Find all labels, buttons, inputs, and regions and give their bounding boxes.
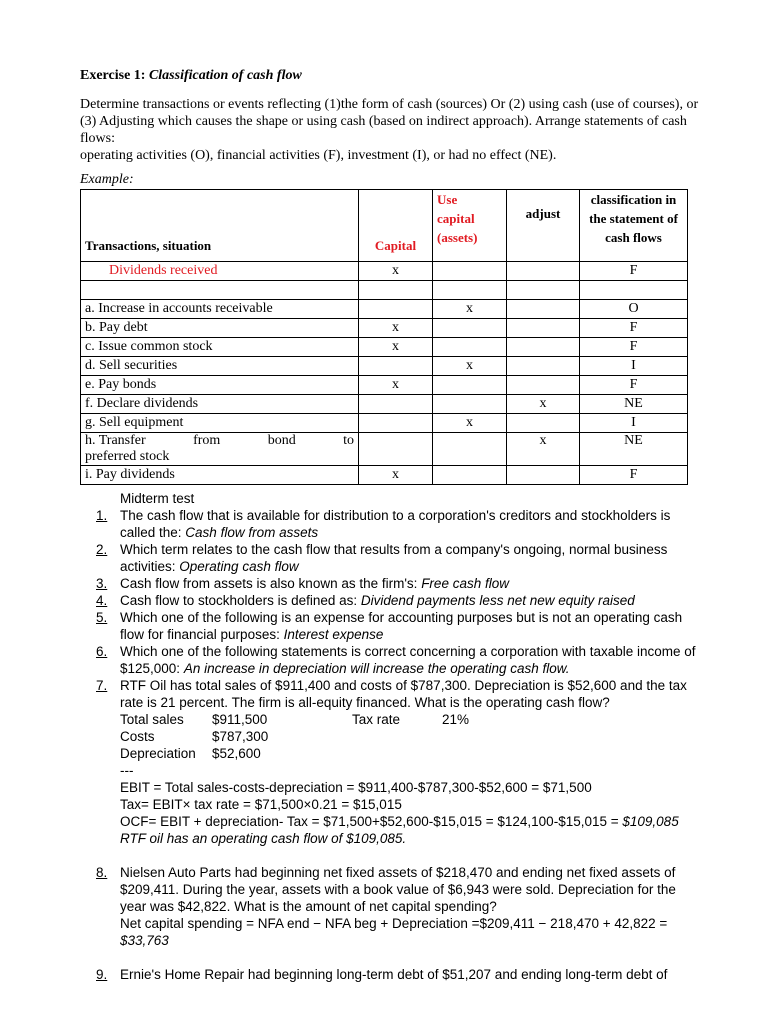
question-number: 6.	[96, 644, 108, 659]
table-row	[81, 433, 688, 466]
header-class-line: the statement of	[589, 211, 678, 226]
question-text: Cash flow to stockholders is defined as:	[120, 593, 361, 608]
cell-capital	[359, 300, 433, 319]
row-label: g. Sell equipment	[81, 414, 359, 433]
cell-class: I	[580, 414, 688, 433]
row-label: d. Sell securities	[81, 357, 359, 376]
cell-adjust	[507, 414, 580, 433]
question-item	[96, 541, 704, 575]
table-row	[81, 376, 688, 395]
question-number: 7.	[96, 678, 108, 693]
cell-adjust	[507, 300, 580, 319]
q8-result: $33,763	[120, 933, 169, 948]
row-label-line: h. Transfer from bond to	[85, 433, 354, 448]
header-class-line: classification in	[590, 192, 677, 207]
header-use-capital	[433, 190, 507, 262]
example-row-label: Dividends received	[81, 262, 359, 281]
cell-class: F	[580, 376, 688, 395]
cell-capital	[359, 433, 433, 466]
cell-adjust	[507, 338, 580, 357]
row-label	[81, 433, 359, 466]
q7-conclusion: RTF oil has an operating cash flow of $109,085.	[120, 831, 407, 846]
question-text: Nielsen Auto Parts had beginning net fixed assets of $218,470 and ending net fixed assets of $209,411. During the year, assets with a book value of $6,943 were sold. Depreciation for the year was $42,822. What is the amount of net capital spending?	[120, 865, 676, 914]
question-item	[96, 864, 704, 949]
question-item	[96, 966, 704, 983]
cell-class: F	[580, 466, 688, 485]
question-answer: Operating cash flow	[179, 559, 299, 574]
q7-ebit: EBIT = Total sales-costs-depreciation = $911,400-$787,300-$52,600 = $71,500	[120, 780, 592, 795]
cell-use	[433, 376, 507, 395]
table-row	[81, 357, 688, 376]
midterm-title: Midterm test	[120, 491, 195, 506]
row-label: b. Pay debt	[81, 319, 359, 338]
cell-capital: x	[359, 466, 433, 485]
exercise-title	[80, 68, 302, 84]
header-transactions: Transactions, situation	[81, 190, 359, 262]
question-text: Which one of the following statements is correct concerning a corporation with taxable income of $125,000:	[120, 644, 696, 676]
cell-use	[433, 319, 507, 338]
midterm-section	[96, 490, 704, 983]
cell-adjust	[507, 466, 580, 485]
cell-use	[433, 262, 507, 281]
cash-flow-table	[80, 189, 688, 485]
cell-class: F	[580, 338, 688, 357]
question-item	[96, 507, 704, 541]
example-label: Example:	[80, 172, 134, 187]
cell-capital: x	[359, 319, 433, 338]
header-adjust: adjust	[507, 190, 580, 262]
row-label: i. Pay dividends	[81, 466, 359, 485]
question-number: 5.	[96, 610, 108, 625]
question-item	[96, 643, 704, 677]
q7-separator: ---	[120, 763, 134, 778]
cell-adjust	[507, 376, 580, 395]
q8-formula: Net capital spending = NFA end − NFA beg + Depreciation =$209,411 − 218,470 + 42,822 = $33,763	[120, 916, 668, 948]
exercise-intro	[80, 96, 700, 164]
cell-adjust	[507, 262, 580, 281]
cell-use	[433, 395, 507, 414]
cell-class: NE	[580, 433, 688, 466]
cell-use: x	[433, 300, 507, 319]
question-text: Which term relates to the cash flow that results from a company's ongoing, normal business activities:	[120, 542, 668, 574]
question-number: 9.	[96, 967, 108, 982]
cell-adjust	[507, 357, 580, 376]
question-answer: Interest expense	[283, 627, 384, 642]
question-text: RTF Oil has total sales of $911,400 and costs of $787,300. Depreciation is $52,600 and the tax rate is 21 percent. The firm is all-equity financed. What is the operating cash flow?	[120, 678, 687, 710]
table-row	[81, 395, 688, 414]
table-row-example	[81, 262, 688, 281]
question-answer: Cash flow from assets	[185, 525, 319, 540]
cell-capital: x	[359, 262, 433, 281]
question-number: 1.	[96, 508, 108, 523]
cell-use	[433, 466, 507, 485]
row-label-line: preferred stock	[85, 449, 170, 464]
exercise-heading: Classification of cash flow	[148, 68, 302, 83]
question-text: Ernie's Home Repair had beginning long-term debt of $51,207 and ending long-term debt of	[120, 967, 668, 982]
table-row	[81, 338, 688, 357]
q7-values-row: Costs $787,300	[120, 729, 269, 744]
header-use-line: Use	[437, 192, 458, 207]
row-label: a. Increase in accounts receivable	[81, 300, 359, 319]
cell-adjust: x	[507, 433, 580, 466]
cell-capital	[359, 357, 433, 376]
cell-capital: x	[359, 376, 433, 395]
cell-class: F	[580, 319, 688, 338]
cell-adjust	[507, 319, 580, 338]
cell-capital: x	[359, 338, 433, 357]
table-row	[81, 319, 688, 338]
cell-class: F	[580, 262, 688, 281]
question-text: The cash flow that is available for distribution to a corporation's creditors and stockholders is called the:	[120, 508, 671, 540]
question-answer: Dividend payments less net new equity raised	[360, 593, 635, 608]
q7-tax: Tax= EBIT× tax rate = $71,500×0.21 = $15,015	[120, 797, 402, 812]
question-answer: An increase in depreciation will increase the operating cash flow.	[183, 661, 570, 676]
row-label: e. Pay bonds	[81, 376, 359, 395]
question-text: Which one of the following is an expense for accounting purposes but is not an operating cash flow for financial purposes:	[120, 610, 683, 642]
question-item	[96, 575, 704, 592]
question-answer: Free cash flow	[421, 576, 509, 591]
cell-capital	[359, 414, 433, 433]
header-class-line: cash flows	[605, 230, 662, 245]
row-label: f. Declare dividends	[81, 395, 359, 414]
header-classification	[580, 190, 688, 262]
row-label: c. Issue common stock	[81, 338, 359, 357]
q7-solution	[96, 711, 704, 847]
header-use-line: (assets)	[437, 230, 478, 245]
question-number: 4.	[96, 593, 108, 608]
cell-use	[433, 433, 507, 466]
cell-use: x	[433, 357, 507, 376]
cell-use: x	[433, 414, 507, 433]
question-item	[96, 677, 704, 711]
question-item	[96, 609, 704, 643]
cell-capital	[359, 395, 433, 414]
q7-values-row: Total sales $911,500 Tax rate 21%	[120, 712, 470, 727]
table-row	[81, 300, 688, 319]
question-number: 8.	[96, 865, 108, 880]
exercise-label: Exercise 1:	[80, 68, 146, 83]
cell-adjust: x	[507, 395, 580, 414]
table-row-blank	[81, 281, 688, 300]
question-text: Cash flow from assets is also known as the firm's:	[120, 576, 422, 591]
header-use-line: capital	[437, 211, 475, 226]
cell-class: NE	[580, 395, 688, 414]
table-row	[81, 466, 688, 485]
q7-ocf: OCF= EBIT + depreciation- Tax = $71,500+$52,600-$15,015 = $124,100-$15,015 = $109,085	[120, 814, 679, 829]
question-number: 3.	[96, 576, 108, 591]
cell-use	[433, 338, 507, 357]
question-item	[96, 592, 704, 609]
intro-paragraph: Determine transactions or events reflecting (1)the form of cash (sources) Or (2) using cash (use of courses), or (3) Adjusting which causes the shape or using cash (based on indirect approach). Arrange statements of cash flows:	[80, 97, 699, 146]
question-number: 2.	[96, 542, 108, 557]
q7-ocf-result: $109,085	[622, 814, 679, 829]
intro-paragraph: operating activities (O), financial activities (F), investment (I), or had no effect (NE).	[80, 148, 557, 163]
q7-values-row: Depreciation $52,600	[120, 746, 261, 761]
cell-class: I	[580, 357, 688, 376]
cell-class: O	[580, 300, 688, 319]
header-capital: Capital	[359, 190, 433, 262]
table-row	[81, 414, 688, 433]
table-header-row	[81, 190, 688, 262]
